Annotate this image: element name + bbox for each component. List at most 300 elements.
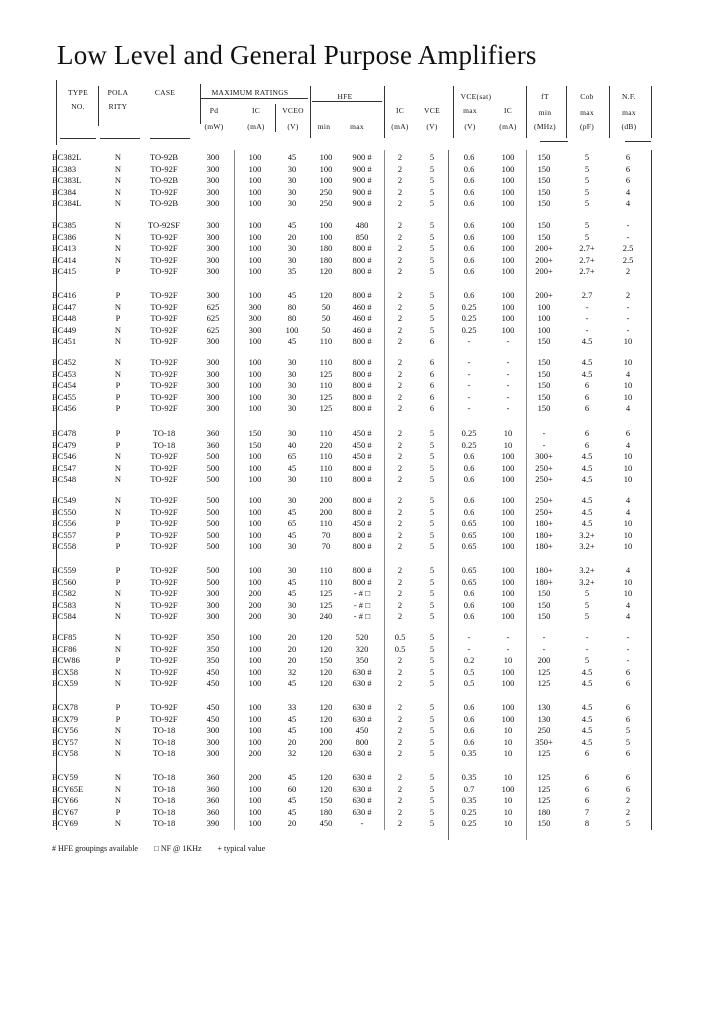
cell-hfe-max: 450 # [352, 451, 372, 461]
cell-vce-sat: 0.6 [463, 713, 475, 724]
cell-sat-ic: 100 [501, 301, 515, 312]
cell-case: TO-92B [149, 198, 179, 208]
cell-ic: 100 [248, 506, 262, 517]
cell-ic: 150 [248, 439, 262, 450]
cell-hfe-min: 125 [319, 588, 333, 598]
table-row [0, 667, 720, 678]
cell-sat-ic: 100 [501, 599, 515, 610]
cell-cob: 4.5 [581, 678, 593, 688]
cell-hfe-max: 800 # [352, 391, 372, 402]
cell-ic: 300 [248, 324, 262, 335]
cell-ft: 100 [537, 324, 551, 335]
cell-pd: 360 [206, 439, 220, 450]
cell-polarity: N [114, 795, 122, 805]
cell-hfe-ic: 2 [397, 713, 403, 724]
cell-hfe-max: 350 [355, 655, 369, 665]
cell-hfe-min: 180 [319, 806, 333, 817]
cell-pd: 500 [206, 451, 220, 461]
cell-cob: 2.7+ [579, 254, 595, 265]
cell-hfe-vce: 5 [429, 451, 435, 461]
table-row [0, 325, 720, 336]
cell-vce-sat: 0.65 [461, 541, 477, 551]
cell-nf: - [626, 632, 630, 642]
cell-nf: - [626, 220, 630, 230]
cell-hfe-vce: 5 [429, 175, 435, 185]
cell-nf: 10 [623, 336, 633, 346]
cell-ic: 100 [248, 818, 262, 828]
cell-vceo: 45 [287, 506, 297, 517]
cell-hfe-ic: 2 [397, 391, 403, 402]
cell-vce-sat: 0.65 [461, 529, 477, 540]
cell-cob: - [585, 643, 589, 654]
cell-part: BC584 [52, 611, 77, 621]
cell-cob: 4.5 [581, 518, 593, 528]
cell-cob: 3.2+ [579, 565, 595, 575]
cell-polarity: N [114, 678, 122, 688]
cell-ft: 150 [537, 175, 551, 185]
cell-pd: 300 [206, 243, 220, 253]
cell-nf: - [626, 324, 630, 335]
cell-cob: 6 [584, 795, 590, 805]
cell-hfe-vce: 5 [429, 324, 435, 335]
cell-sat-ic: 100 [501, 506, 515, 517]
cell-part: BCX59 [52, 678, 78, 688]
cell-pd: 360 [206, 783, 220, 794]
cell-case: TO-92F [150, 666, 178, 677]
cell-polarity: P [115, 391, 121, 402]
cell-case: TO-92F [150, 506, 178, 517]
cell-hfe-max: 800 # [352, 368, 372, 379]
cell-ft: 150 [537, 231, 551, 242]
footnote-typical: + typical value [217, 844, 266, 853]
cell-hfe-ic: 2 [397, 313, 403, 323]
cell-ft: 250+ [535, 462, 553, 473]
cell-polarity: P [115, 290, 121, 300]
cell-hfe-ic: 2 [397, 783, 403, 794]
cell-hfe-max: 630 # [352, 795, 372, 805]
cell-vceo: 20 [287, 231, 297, 242]
cell-hfe-ic: 2 [397, 506, 403, 517]
cell-nf: 6 [625, 678, 631, 688]
cell-cob: 4.5 [581, 736, 593, 747]
cell-hfe-vce: 6 [429, 380, 435, 390]
cell-ft: - [542, 439, 546, 450]
cell-hfe-vce: 5 [429, 643, 435, 654]
cell-vceo: 60 [287, 783, 297, 794]
cell-hfe-ic: 2 [397, 368, 403, 379]
cell-hfe-vce: 5 [429, 818, 435, 828]
table-row [0, 440, 720, 451]
cell-part: BC414 [52, 254, 77, 265]
cell-hfe-max: 630 # [352, 666, 372, 677]
cell-hfe-min: 125 [319, 391, 333, 402]
cell-ic: 100 [248, 655, 262, 665]
cell-nf: 4 [625, 495, 631, 505]
cell-nf: 5 [625, 725, 631, 735]
cell-pd: 500 [206, 576, 220, 587]
cell-cob: - [585, 301, 589, 312]
cell-vceo: 30 [287, 175, 297, 185]
cell-nf: 4 [625, 368, 631, 379]
cell-polarity: N [114, 748, 122, 758]
cell-sat-ic: 10 [503, 772, 513, 782]
cell-vce-sat: 0.6 [463, 198, 475, 208]
cell-cob: 6 [584, 428, 590, 438]
cell-case: TO-18 [152, 818, 176, 828]
cell-vce-sat: 0.65 [461, 565, 477, 575]
cell-hfe-min: 150 [319, 655, 333, 665]
cell-polarity: N [114, 163, 122, 174]
cell-pd: 300 [206, 231, 220, 242]
cell-case: TO-92F [150, 599, 178, 610]
cell-ic: 100 [248, 243, 262, 253]
cell-ft: 125 [537, 795, 551, 805]
cell-ft: 200 [537, 655, 551, 665]
cell-case: TO-92F [150, 357, 178, 367]
cell-hfe-max: 900 # [352, 186, 372, 197]
cell-case: TO-92B [149, 152, 179, 162]
cell-ft: 250+ [535, 506, 553, 517]
cell-nf: 4 [625, 198, 631, 208]
cell-case: TO-92F [150, 254, 178, 265]
table-row [0, 187, 720, 198]
cell-hfe-ic: 2 [397, 518, 403, 528]
cell-pd: 450 [206, 666, 220, 677]
cell-ft: 150 [537, 403, 551, 413]
cell-vce-sat: - [467, 632, 471, 642]
cell-part: BC549 [52, 495, 77, 505]
cell-hfe-vce: 5 [429, 186, 435, 197]
cell-nf: 6 [625, 783, 631, 794]
cell-sat-ic: 100 [501, 783, 515, 794]
table-row [0, 232, 720, 243]
cell-ic: 200 [248, 748, 262, 758]
cell-part: BC558 [52, 541, 77, 551]
cell-hfe-vce: 5 [429, 541, 435, 551]
cell-part: BC455 [52, 391, 77, 402]
cell-vceo: 65 [287, 518, 297, 528]
cell-hfe-max: 900 # [352, 175, 372, 185]
cell-part: BC383 [52, 163, 77, 174]
cell-case: TO-18 [152, 736, 176, 747]
cell-hfe-min: 120 [319, 783, 333, 794]
cell-hfe-ic: 2 [397, 163, 403, 174]
cell-ic: 200 [248, 588, 262, 598]
cell-hfe-max: 460 # [352, 324, 372, 335]
cell-polarity: P [115, 806, 121, 817]
cell-polarity: N [114, 231, 122, 242]
cell-nf: 2 [625, 266, 631, 276]
cell-nf: 10 [623, 451, 633, 461]
cell-hfe-ic: 2 [397, 324, 403, 335]
cell-sat-ic: 10 [503, 655, 513, 665]
cell-sat-ic: - [506, 357, 510, 367]
cell-vce-sat: 0.35 [461, 748, 477, 758]
header-pd: Pd [209, 106, 219, 115]
cell-pd: 500 [206, 506, 220, 517]
cell-nf: 10 [623, 391, 633, 402]
cell-case: TO-92B [149, 175, 179, 185]
cell-ic: 100 [248, 783, 262, 794]
cell-hfe-vce: 5 [429, 198, 435, 208]
table-row [0, 737, 720, 748]
cell-pd: 300 [206, 290, 220, 300]
cell-hfe-vce: 5 [429, 736, 435, 747]
cell-hfe-min: 200 [319, 495, 333, 505]
table-row [0, 541, 720, 552]
cell-vce-sat: 0.6 [463, 611, 475, 621]
cell-hfe-ic: 2 [397, 748, 403, 758]
cell-vceo: 45 [287, 290, 297, 300]
cell-hfe-vce: 5 [429, 266, 435, 276]
cell-sat-ic: 10 [503, 736, 513, 747]
cell-case: TO-18 [152, 772, 176, 782]
cell-part: BCY57 [52, 736, 78, 747]
cell-ic: 100 [248, 795, 262, 805]
table-row [0, 702, 720, 713]
cell-sat-ic: 100 [501, 163, 515, 174]
cell-hfe-ic: 2 [397, 301, 403, 312]
cell-hfe-ic: 2 [397, 198, 403, 208]
cell-hfe-vce: 5 [429, 666, 435, 677]
cell-hfe-vce: 5 [429, 518, 435, 528]
cell-hfe-min: 120 [319, 666, 333, 677]
cell-hfe-ic: 2 [397, 529, 403, 540]
cell-case: TO-18 [152, 783, 176, 794]
cell-vceo: 80 [287, 313, 297, 323]
cell-hfe-max: 800 # [352, 565, 372, 575]
cell-ic: 100 [248, 152, 262, 162]
cell-hfe-max: 630 # [352, 783, 372, 794]
cell-hfe-ic: 2 [397, 462, 403, 473]
cell-hfe-max: 900 # [352, 163, 372, 174]
table-row [0, 290, 720, 301]
cell-hfe-ic: 2 [397, 588, 403, 598]
cell-hfe-max: 800 # [352, 266, 372, 276]
cell-nf: 6 [625, 713, 631, 724]
cell-ft: 180+ [535, 565, 553, 575]
cell-hfe-max: 630 # [352, 748, 372, 758]
table-row [0, 369, 720, 380]
cell-ic: 100 [248, 198, 262, 208]
cell-part: BC548 [52, 474, 77, 484]
cell-sat-ic: 10 [503, 428, 513, 438]
cell-part: BC384 [52, 186, 77, 197]
cell-case: TO-92F [150, 290, 178, 300]
cell-cob: 4.5 [581, 506, 593, 517]
cell-pd: 350 [206, 643, 220, 654]
cell-part: BC456 [52, 403, 77, 413]
cell-polarity: N [114, 632, 122, 642]
cell-ft: 250+ [535, 474, 553, 484]
cell-cob: 4.5 [581, 713, 593, 724]
cell-sat-ic: 100 [501, 462, 515, 473]
cell-ic: 100 [248, 736, 262, 747]
cell-hfe-min: 100 [319, 175, 333, 185]
cell-nf: 10 [623, 588, 633, 598]
cell-hfe-min: 180 [319, 254, 333, 265]
cell-hfe-ic: 2 [397, 428, 403, 438]
cell-vce-sat: 0.6 [463, 474, 475, 484]
cell-sat-ic: 100 [501, 254, 515, 265]
cell-vce-sat: - [467, 380, 471, 390]
cell-hfe-min: 120 [319, 702, 333, 712]
cell-hfe-max: - [360, 818, 364, 828]
cell-sat-ic: - [506, 391, 510, 402]
table-row [0, 725, 720, 736]
cell-polarity: N [114, 301, 122, 312]
cell-polarity: N [114, 175, 122, 185]
cell-nf: - [626, 231, 630, 242]
cell-polarity: P [115, 565, 121, 575]
cell-hfe-max: 450 # [352, 428, 372, 438]
cell-hfe-max: 630 # [352, 678, 372, 688]
cell-hfe-ic: 2 [397, 736, 403, 747]
cell-case: TO-92F [150, 243, 178, 253]
cell-vce-sat: 0.25 [461, 818, 477, 828]
cell-nf: - [626, 313, 630, 323]
cell-hfe-max: 900 # [352, 152, 372, 162]
cell-vce-sat: - [467, 403, 471, 413]
cell-hfe-ic: 2 [397, 403, 403, 413]
cell-hfe-min: 50 [321, 324, 331, 335]
cell-hfe-min: 200 [319, 506, 333, 517]
cell-ic: 300 [248, 313, 262, 323]
cell-ft: 350+ [535, 736, 553, 747]
cell-cob: 5 [584, 220, 590, 230]
cell-hfe-ic: 2 [397, 599, 403, 610]
table-row [0, 428, 720, 439]
cell-hfe-vce: 5 [429, 428, 435, 438]
cell-polarity: N [114, 324, 122, 335]
cell-sat-ic: 100 [501, 266, 515, 276]
cell-pd: 625 [206, 301, 220, 312]
cell-sat-ic: 100 [501, 495, 515, 505]
cell-case: TO-92F [150, 462, 178, 473]
cell-cob: 5 [584, 231, 590, 242]
cell-cob: 5 [584, 655, 590, 665]
cell-nf: 2 [625, 806, 631, 817]
cell-pd: 450 [206, 702, 220, 712]
cell-cob: 7 [584, 806, 590, 817]
cell-vce-sat: 0.5 [463, 678, 475, 688]
cell-part: BC452 [52, 357, 77, 367]
cell-nf: 5 [625, 818, 631, 828]
cell-hfe-ic: 2 [397, 186, 403, 197]
cell-cob: 4.5 [581, 462, 593, 473]
cell-cob: 6 [584, 439, 590, 450]
cell-vceo: 45 [287, 220, 297, 230]
cell-part: BC384L [52, 198, 82, 208]
cell-ft: - [542, 643, 546, 654]
page-title: Low Level and General Purpose Amplifiers [57, 40, 537, 70]
cell-case: TO-18 [152, 748, 176, 758]
cell-case: TO-92F [150, 643, 178, 654]
cell-ft: 150 [537, 186, 551, 197]
table-row [0, 795, 720, 806]
cell-sat-ic: 100 [501, 666, 515, 677]
cell-hfe-vce: 5 [429, 748, 435, 758]
cell-cob: 4.5 [581, 666, 593, 677]
cell-cob: 4.5 [581, 725, 593, 735]
cell-ft: 150 [537, 818, 551, 828]
cell-vceo: 30 [287, 186, 297, 197]
table-row [0, 655, 720, 666]
cell-case: TO-92F [150, 495, 178, 505]
cell-part: BC382L [52, 152, 82, 162]
cell-polarity: N [114, 336, 122, 346]
cell-pd: 300 [206, 599, 220, 610]
cell-part: BC413 [52, 243, 77, 253]
cell-hfe-min: 450 [319, 818, 333, 828]
cell-hfe-vce: 5 [429, 599, 435, 610]
cell-case: TO-92F [150, 611, 178, 621]
cell-hfe-min: 120 [319, 290, 333, 300]
cell-pd: 300 [206, 152, 220, 162]
cell-vceo: 45 [287, 806, 297, 817]
table-row [0, 255, 720, 266]
cell-pd: 350 [206, 655, 220, 665]
cell-cob: 4.5 [581, 495, 593, 505]
cell-hfe-ic: 2 [397, 439, 403, 450]
cell-hfe-min: 110 [319, 565, 333, 575]
cell-case: TO-92F [150, 518, 178, 528]
cell-hfe-max: - # □ [353, 599, 371, 610]
cell-cob: - [585, 632, 589, 642]
cell-part: BCX79 [52, 713, 78, 724]
cell-hfe-max: 800 # [352, 403, 372, 413]
cell-ft: 125 [537, 772, 551, 782]
cell-hfe-ic: 2 [397, 336, 403, 346]
cell-ic: 100 [248, 462, 262, 473]
cell-hfe-vce: 5 [429, 474, 435, 484]
cell-vceo: 30 [287, 541, 297, 551]
cell-hfe-ic: 2 [397, 818, 403, 828]
cell-vceo: 45 [287, 576, 297, 587]
cell-cob: 6 [584, 772, 590, 782]
cell-nf: 6 [625, 152, 631, 162]
cell-ic: 100 [248, 175, 262, 185]
cell-hfe-vce: 5 [429, 678, 435, 688]
cell-hfe-max: - # □ [353, 588, 371, 598]
cell-vce-sat: - [467, 336, 471, 346]
cell-part: BC447 [52, 301, 77, 312]
cell-hfe-min: 50 [321, 301, 331, 312]
cell-vce-sat: 0.6 [463, 588, 475, 598]
cell-cob: 4.5 [581, 702, 593, 712]
cell-nf: 2 [625, 795, 631, 805]
cell-pd: 300 [206, 391, 220, 402]
cell-vce-sat: 0.65 [461, 576, 477, 587]
cell-polarity: P [115, 380, 121, 390]
cell-vce-sat: - [467, 643, 471, 654]
cell-vce-sat: 0.6 [463, 725, 475, 735]
cell-ft: 150 [537, 336, 551, 346]
cell-polarity: P [115, 266, 121, 276]
cell-nf: 6 [625, 748, 631, 758]
cell-hfe-min: 100 [319, 725, 333, 735]
table-row [0, 714, 720, 725]
cell-cob: 6 [584, 380, 590, 390]
cell-hfe-min: 120 [319, 266, 333, 276]
cell-nf: 2.5 [622, 243, 634, 253]
cell-hfe-ic: 2 [397, 220, 403, 230]
cell-pd: 500 [206, 529, 220, 540]
cell-vce-sat: 0.25 [461, 439, 477, 450]
cell-sat-ic: 10 [503, 439, 513, 450]
cell-part: BC559 [52, 565, 77, 575]
header-rity: RITY [108, 102, 128, 111]
